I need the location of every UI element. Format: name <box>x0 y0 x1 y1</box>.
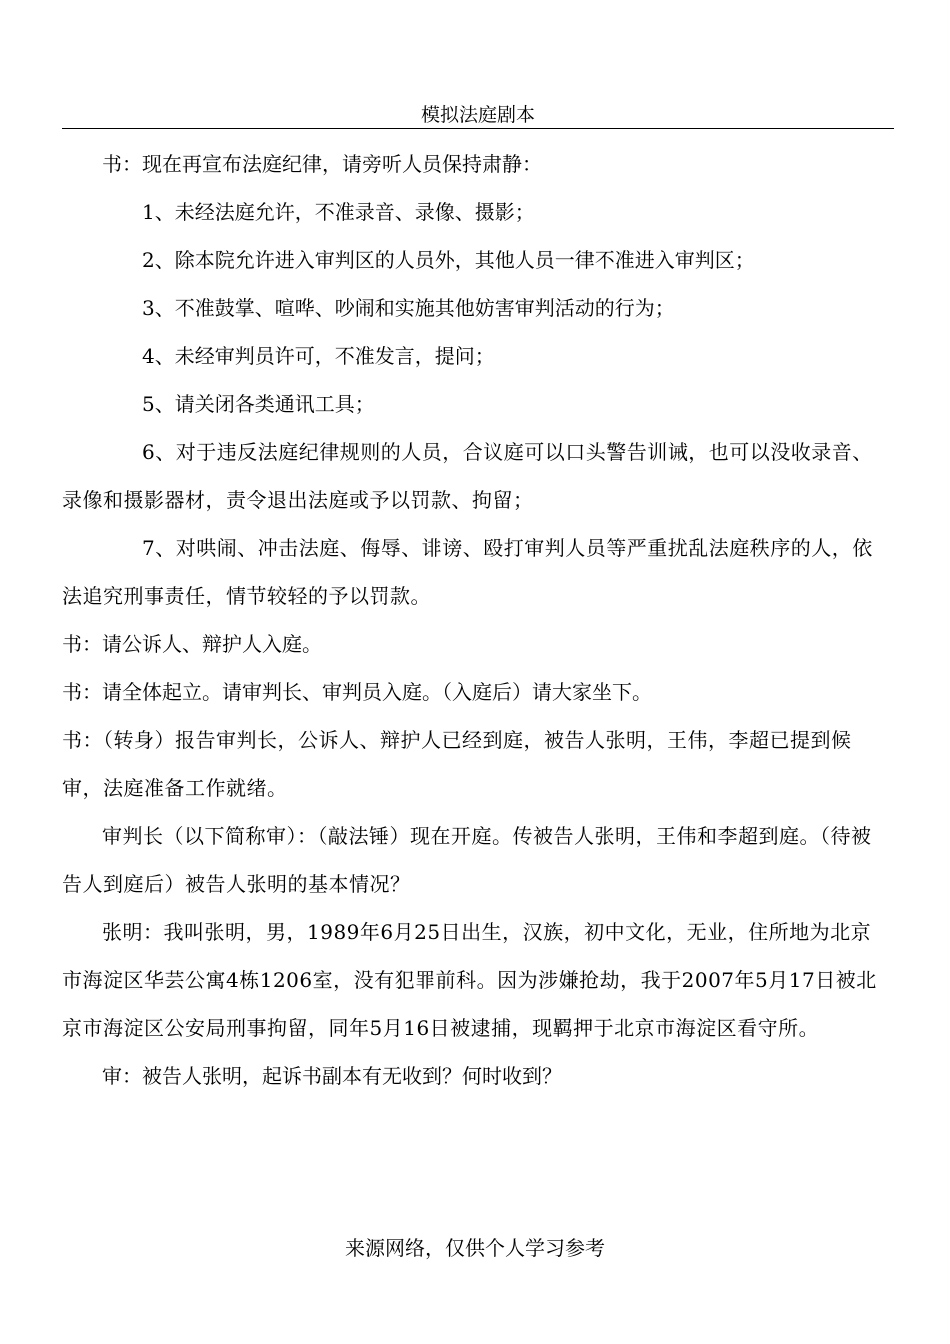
paragraph-clerk-call-counsel: 书：请公诉人、辩护人入庭。 <box>62 632 322 656</box>
paragraph-judge-question: 审：被告人张明，起诉书副本有无收到？何时收到？ <box>102 1064 562 1088</box>
rule-item-5: 5、请关闭各类通讯工具； <box>142 392 375 416</box>
document-body <box>62 140 884 1100</box>
rule-item-7: 7、对哄闹、冲击法庭、侮辱、诽谤、殴打审判人员等严重扰乱法庭秩序的人，依法追究刑事责任，情节较轻的予以罚款。 <box>62 536 873 608</box>
rule-item-1: 1、未经法庭允许，不准录音、录像、摄影； <box>142 200 535 224</box>
paragraph-clerk-announcement: 书：现在再宣布法庭纪律，请旁听人员保持肃静： <box>102 152 542 176</box>
page-header <box>62 100 894 129</box>
page-footer: 来源网络，仅供个人学习参考 <box>345 1236 605 1260</box>
paragraph-clerk-all-rise: 书：请全体起立。请审判长、审判员入庭。（入庭后）请大家坐下。 <box>62 680 652 704</box>
paragraph-judge-open: 审判长（以下简称审）：（敲法锤）现在开庭。传被告人张明，王伟和李超到庭。（待被告人到庭后）被告人张明的基本情况？ <box>62 824 872 896</box>
rule-item-2: 2、除本院允许进入审判区的人员外，其他人员一律不准进入审判区； <box>142 248 755 272</box>
rule-item-6: 6、对于违反法庭纪律规则的人员，合议庭可以口头警告训诫，也可以没收录音、录像和摄影器材，责令退出法庭或予以罚款、拘留； <box>62 440 873 512</box>
rule-item-4: 4、未经审判员许可，不准发言，提问； <box>142 344 495 368</box>
paragraph-clerk-report: 书：（转身）报告审判长，公诉人、辩护人已经到庭，被告人张明，王伟，李超已提到候审，法庭准备工作就绪。 <box>62 728 852 800</box>
document-title: 模拟法庭剧本 <box>420 104 535 126</box>
paragraph-defendant-zhangming: 张明：我叫张明，男，1989年6月25日出生，汉族，初中文化，无业，住所地为北京市海淀区华芸公寓4栋1206室，没有犯罪前科。因为涉嫌抢劫，我于2007年5月17日被北京市海淀区公安局刑事拘留，同年5月16日被逮捕，现羁押于北京市海淀区看守所。 <box>62 920 877 1040</box>
rule-item-3: 3、不准鼓掌、喧哗、吵闹和实施其他妨害审判活动的行为； <box>142 296 675 320</box>
